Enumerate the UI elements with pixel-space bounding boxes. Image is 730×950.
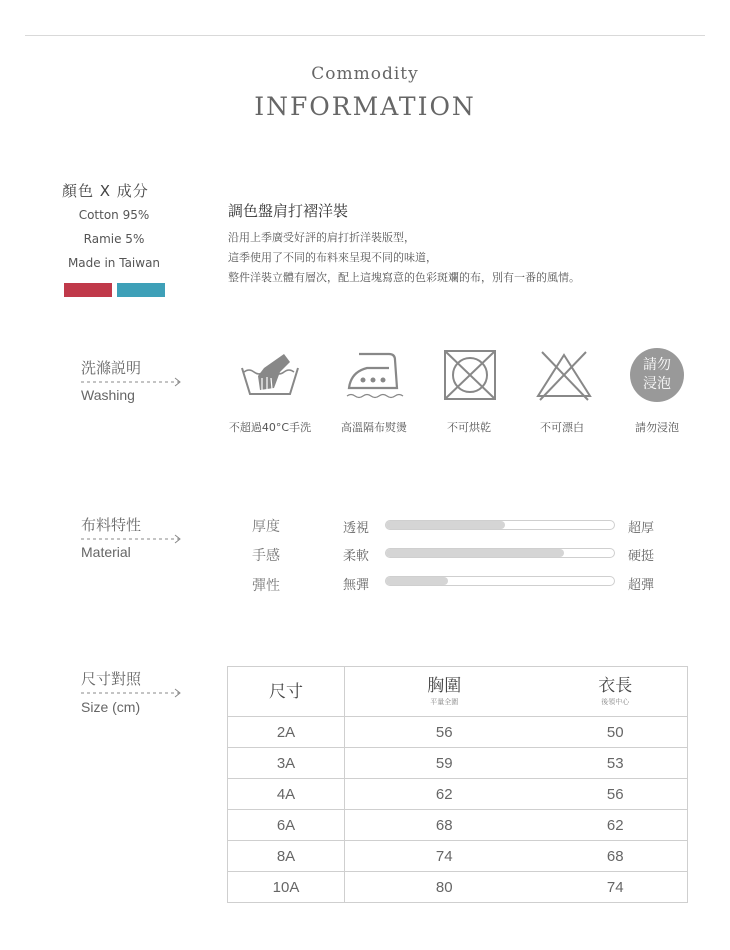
product-desc-line: 沿用上季廣受好評的肩打折洋裝版型， (228, 231, 415, 244)
material-heading-cn: 布料特性 (81, 516, 142, 534)
length-cell: 53 (544, 748, 688, 779)
hand-wash-label: 不超過40°C手洗 (228, 421, 312, 434)
dashed-arrow-icon (81, 534, 183, 544)
chest-cell: 62 (345, 779, 544, 810)
feel-bar-fill (386, 549, 564, 557)
color-composition-heading: 顏色 X 成分 (62, 182, 149, 200)
length-cell: 56 (544, 779, 688, 810)
thickness-min-label: 透視 (343, 521, 370, 536)
section-title-small: Commodity (311, 64, 419, 84)
chest-column-header (345, 667, 544, 717)
material-heading-en: Material (81, 544, 131, 560)
elasticity-max-label: 超彈 (628, 578, 655, 593)
washing-heading-en: Washing (81, 387, 135, 403)
elasticity-label: 彈性 (252, 578, 280, 594)
thickness-label: 厚度 (252, 519, 280, 535)
no-soak-icon (630, 348, 684, 402)
product-name: 調色盤肩打褶洋裝 (228, 202, 349, 220)
elasticity-bar (385, 576, 615, 586)
size-column-header (228, 667, 345, 717)
product-desc-line: 整件洋裝立體有層次，配上這塊寫意的色彩斑斕的布，別有一番的風情。 (228, 271, 580, 284)
length-cell: 74 (544, 872, 688, 903)
no-bleach-icon (534, 350, 594, 402)
thickness-bar (385, 520, 615, 530)
chest-cell: 74 (345, 841, 544, 872)
hand-wash-icon (240, 350, 300, 402)
size-table (227, 666, 688, 903)
no-soak-label: 請勿浸泡 (635, 421, 679, 434)
thickness-bar-fill (386, 521, 505, 529)
size-table-header (228, 667, 688, 717)
length-column-title: 衣長 (598, 675, 633, 695)
length-column-header (544, 667, 688, 717)
size-cell: 10A (228, 872, 345, 903)
feel-bar (385, 548, 615, 558)
table-row (228, 872, 688, 903)
chest-cell: 68 (345, 810, 544, 841)
made-in: Made in Taiwan (67, 256, 161, 270)
dashed-arrow-icon (81, 688, 183, 698)
color-swatch-red[interactable] (64, 283, 112, 297)
section-title-main: INFORMATION (254, 92, 476, 121)
color-swatch-teal[interactable] (117, 283, 165, 297)
no-soak-badge-line: 請勿 (643, 357, 671, 373)
fabric-cotton: Cotton 95% (78, 208, 150, 222)
washing-heading-cn: 洗滌説明 (81, 359, 142, 377)
table-row (228, 717, 688, 748)
chest-cell: 56 (345, 717, 544, 748)
chest-cell: 80 (345, 872, 544, 903)
chest-column-note: 平量全圍 (430, 698, 459, 706)
fabric-ramie: Ramie 5% (83, 232, 145, 246)
size-heading-cn: 尺寸對照 (81, 670, 142, 688)
table-row (228, 748, 688, 779)
size-column-title: 尺寸 (269, 681, 303, 701)
table-row (228, 841, 688, 872)
length-cell: 50 (544, 717, 688, 748)
feel-label: 手感 (252, 548, 280, 564)
feel-max-label: 硬挺 (628, 549, 655, 564)
size-cell: 2A (228, 717, 345, 748)
table-row (228, 779, 688, 810)
size-cell: 6A (228, 810, 345, 841)
iron-high-icon (345, 350, 405, 402)
size-heading-en: Size (cm) (81, 699, 141, 715)
chest-column-title: 胸圍 (427, 675, 462, 695)
size-cell: 8A (228, 841, 345, 872)
dashed-arrow-icon (81, 377, 183, 387)
no-bleach-label: 不可漂白 (540, 421, 584, 434)
product-desc-line: 這季使用了不同的布料來呈現不同的味道， (228, 251, 437, 264)
iron-label: 高溫隔布熨燙 (341, 421, 407, 434)
no-tumble-dry-icon (440, 350, 500, 402)
feel-min-label: 柔軟 (343, 549, 370, 564)
size-cell: 3A (228, 748, 345, 779)
elasticity-bar-fill (386, 577, 448, 585)
table-row (228, 810, 688, 841)
no-soak-badge-line: 浸泡 (643, 376, 671, 392)
length-cell: 62 (544, 810, 688, 841)
top-divider (25, 35, 705, 36)
thickness-max-label: 超厚 (628, 521, 655, 536)
chest-cell: 59 (345, 748, 544, 779)
length-cell: 68 (544, 841, 688, 872)
no-tumble-dry-label: 不可烘乾 (447, 421, 491, 434)
elasticity-min-label: 無彈 (343, 578, 370, 593)
size-cell: 4A (228, 779, 345, 810)
length-column-note: 後領中心 (601, 698, 630, 706)
